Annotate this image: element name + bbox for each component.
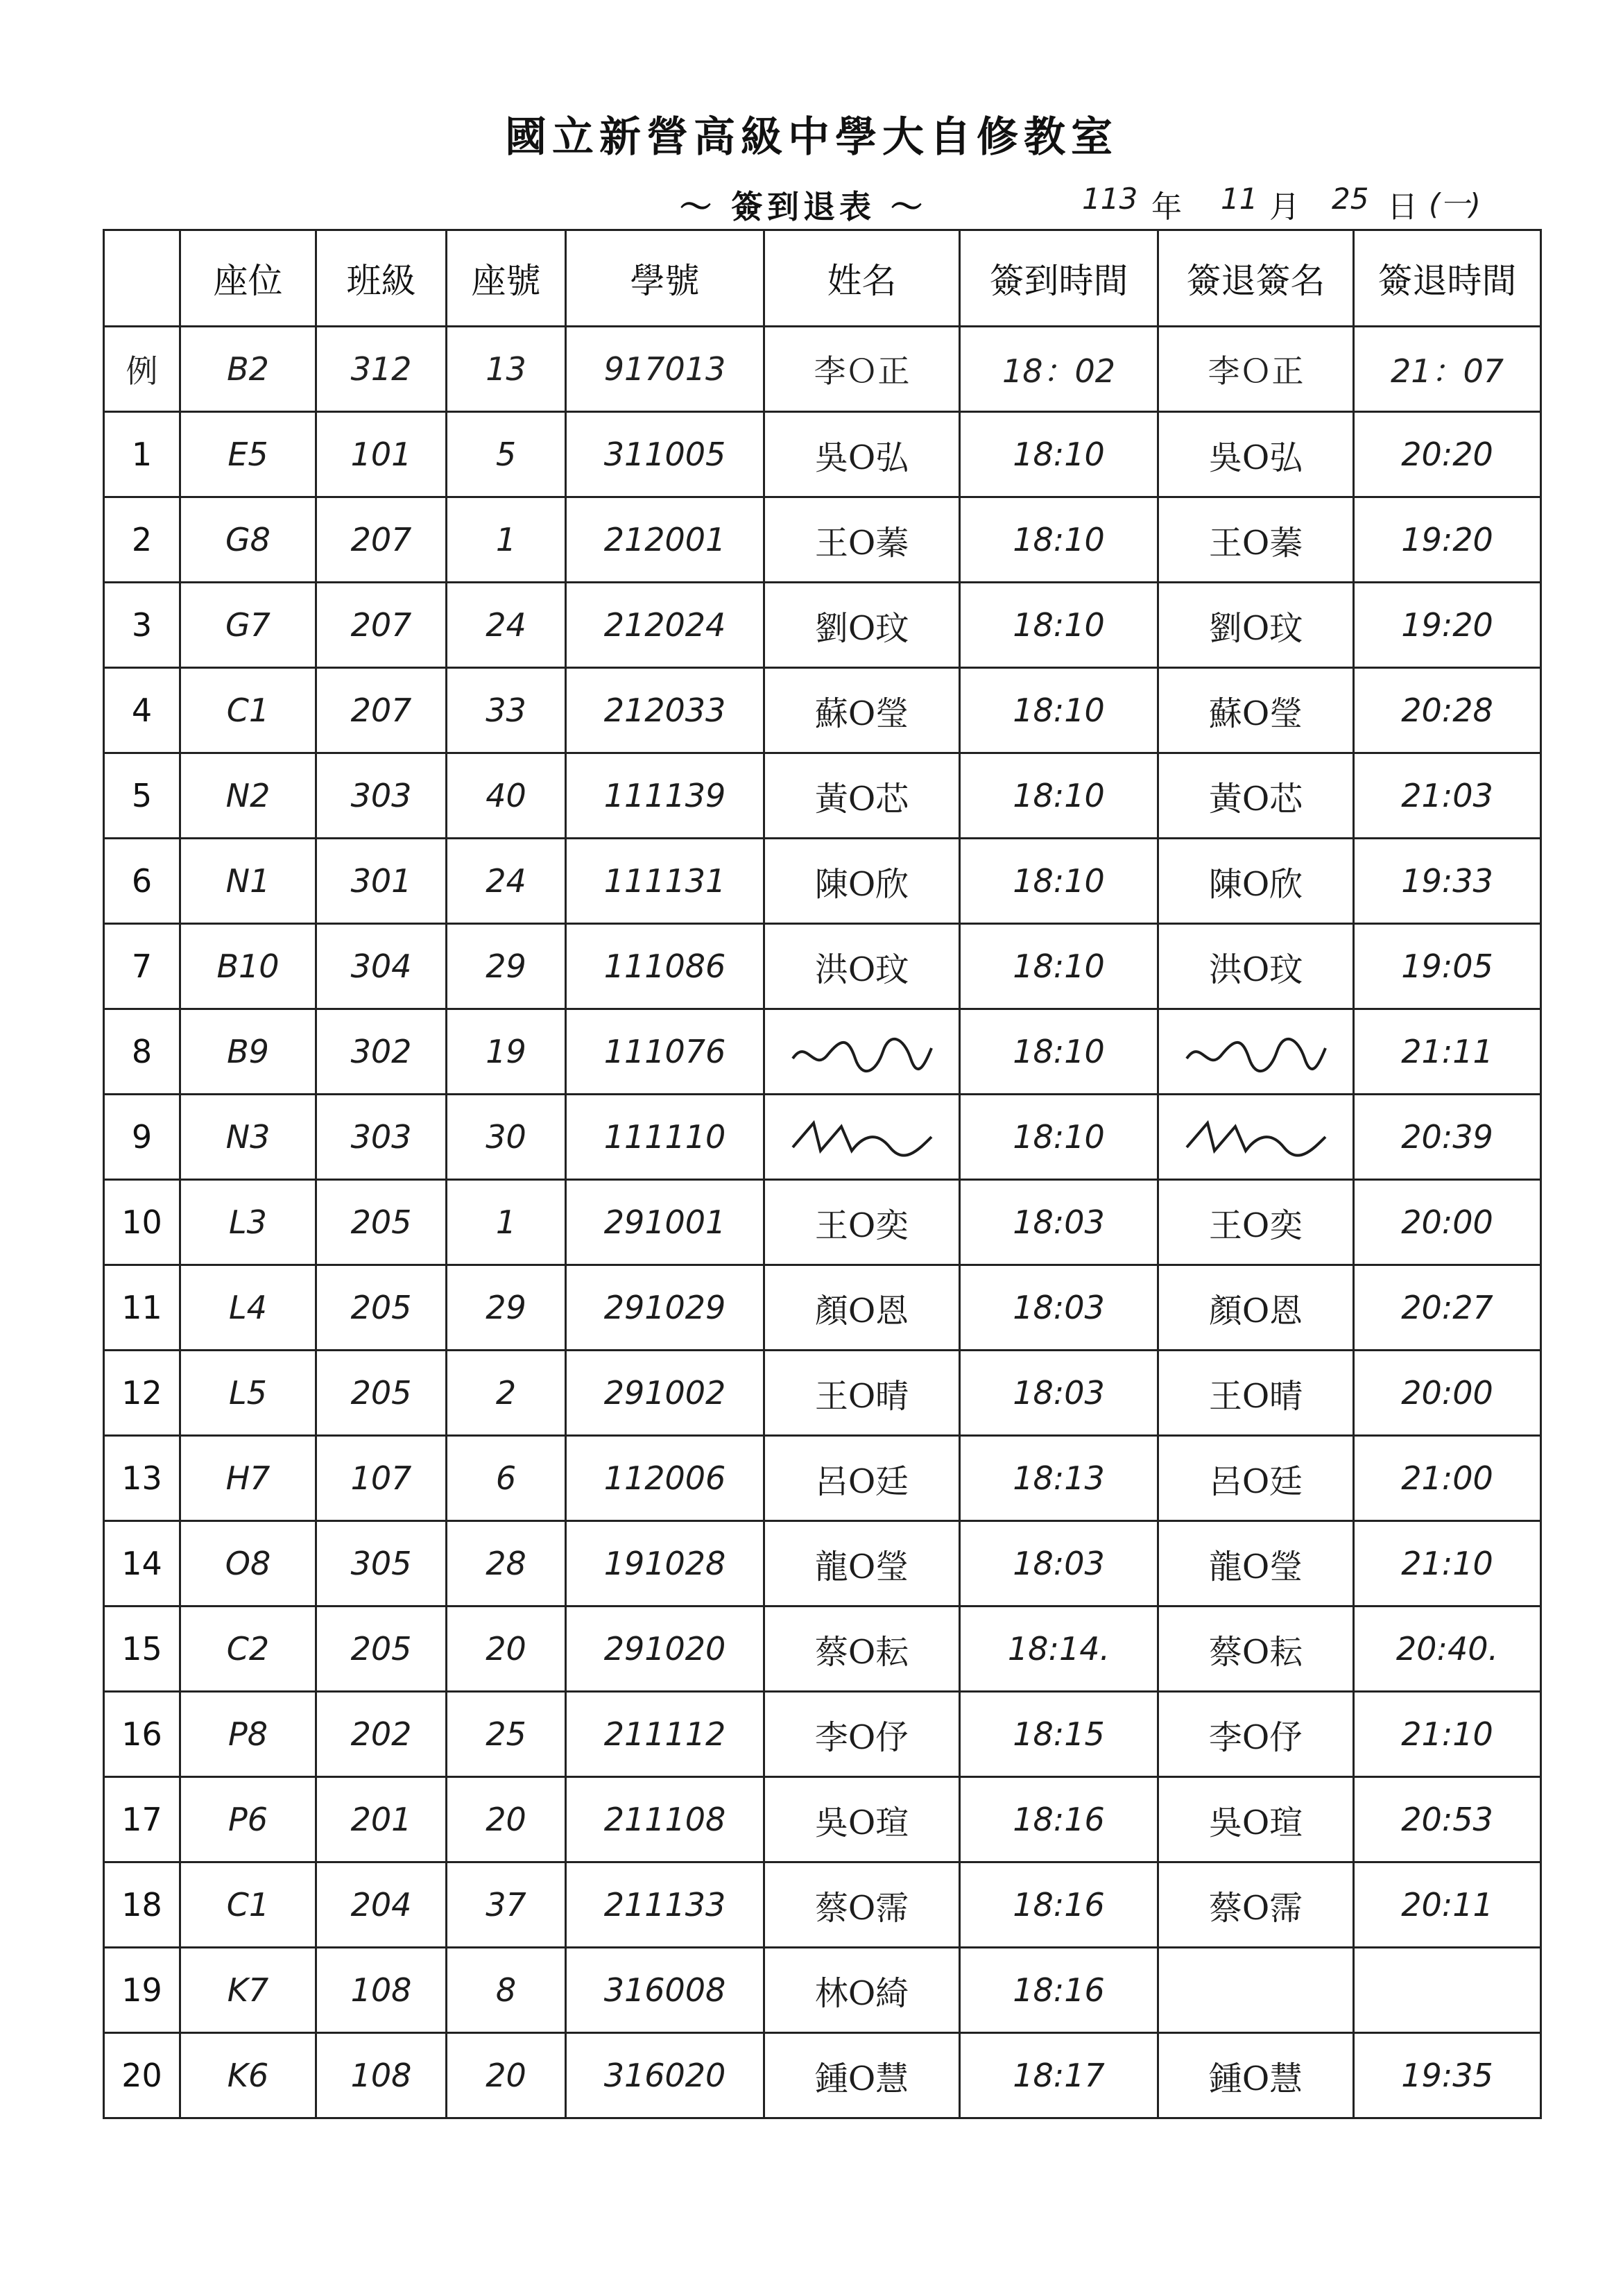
example-student-id: 917013 xyxy=(566,327,764,412)
sign-out-time-cell: 21:00 xyxy=(1354,1436,1541,1521)
sign-in-time-cell: 18:03 xyxy=(960,1351,1158,1436)
student-id-cell: 111139 xyxy=(566,753,764,839)
sign-out-time-cell: 20:40. xyxy=(1354,1607,1541,1692)
class-cell: 303 xyxy=(316,753,447,839)
name-cell: 蔡O耘 xyxy=(764,1607,960,1692)
student-id-cell: 112006 xyxy=(566,1436,764,1521)
row-number: 1 xyxy=(104,412,180,497)
seat-cell: B10 xyxy=(180,924,316,1009)
name-cell: 黃O芯 xyxy=(764,753,960,839)
name-cell: 王O奕 xyxy=(764,1180,960,1265)
name-cell xyxy=(764,1009,960,1095)
row-number: 14 xyxy=(104,1521,180,1607)
name-cell: 李O伃 xyxy=(764,1692,960,1777)
example-seat: B2 xyxy=(180,327,316,412)
table-row xyxy=(104,1607,1541,1692)
row-number: 13 xyxy=(104,1436,180,1521)
sign-in-time-cell: 18:10 xyxy=(960,412,1158,497)
seat-cell: K7 xyxy=(180,1948,316,2033)
example-sign-in-time: 18：02 xyxy=(960,327,1158,412)
name-cell: 洪O玟 xyxy=(764,924,960,1009)
seat-cell: N1 xyxy=(180,839,316,924)
class-cell: 108 xyxy=(316,1948,447,2033)
class-cell: 207 xyxy=(316,583,447,668)
sign-in-time-cell: 18:10 xyxy=(960,668,1158,753)
number-cell: 25 xyxy=(447,1692,566,1777)
class-cell: 303 xyxy=(316,1095,447,1180)
sign-in-time-cell: 18:10 xyxy=(960,1009,1158,1095)
sign-out-signature-cell: 蔡O耘 xyxy=(1158,1607,1354,1692)
name-cell: 吳O瑄 xyxy=(764,1777,960,1862)
number-cell: 40 xyxy=(447,753,566,839)
sign-in-time-cell: 18:10 xyxy=(960,924,1158,1009)
class-cell: 302 xyxy=(316,1009,447,1095)
sign-out-signature-cell: 李O伃 xyxy=(1158,1692,1354,1777)
class-cell: 304 xyxy=(316,924,447,1009)
class-cell: 202 xyxy=(316,1692,447,1777)
number-cell: 6 xyxy=(447,1436,566,1521)
sign-out-time-cell: 19:05 xyxy=(1354,924,1541,1009)
student-id-cell: 211112 xyxy=(566,1692,764,1777)
table-row xyxy=(104,1948,1541,2033)
sign-out-time-cell: 20:00 xyxy=(1354,1351,1541,1436)
sign-out-signature-cell: 龍O瑩 xyxy=(1158,1521,1354,1607)
sign-out-time-cell: 19:20 xyxy=(1354,583,1541,668)
table-row xyxy=(104,1265,1541,1351)
sign-out-time-cell: 20:39 xyxy=(1354,1095,1541,1180)
sign-out-signature-cell: 王O奕 xyxy=(1158,1180,1354,1265)
sign-in-time-cell: 18:10 xyxy=(960,497,1158,583)
col-header-sign-out-time: 簽退時間 xyxy=(1354,230,1541,327)
class-cell: 205 xyxy=(316,1351,447,1436)
student-id-cell: 291029 xyxy=(566,1265,764,1351)
sign-in-time-cell: 18:16 xyxy=(960,1862,1158,1948)
table-row xyxy=(104,1436,1541,1521)
sign-in-time-cell: 18:16 xyxy=(960,1948,1158,2033)
sign-out-time-cell: 21:11 xyxy=(1354,1009,1541,1095)
signature-scribble xyxy=(786,1024,938,1079)
example-number: 13 xyxy=(447,327,566,412)
number-cell: 29 xyxy=(447,924,566,1009)
col-header-class: 班級 xyxy=(316,230,447,327)
number-cell: 29 xyxy=(447,1265,566,1351)
name-cell: 鍾O慧 xyxy=(764,2033,960,2118)
number-cell: 5 xyxy=(447,412,566,497)
sign-in-time-cell: 18:17 xyxy=(960,2033,1158,2118)
sign-out-time-cell: 21:10 xyxy=(1354,1521,1541,1607)
sign-out-signature-cell: 洪O玟 xyxy=(1158,924,1354,1009)
example-label: 例 xyxy=(104,327,180,412)
col-header-seat: 座位 xyxy=(180,230,316,327)
col-header-index xyxy=(104,230,180,327)
sign-out-signature-cell: 劉O玟 xyxy=(1158,583,1354,668)
sign-out-signature-cell: 蘇O瑩 xyxy=(1158,668,1354,753)
seat-cell: P8 xyxy=(180,1692,316,1777)
sign-out-time-cell: 20:00 xyxy=(1354,1180,1541,1265)
row-number: 5 xyxy=(104,753,180,839)
col-header-sign-in-time: 簽到時間 xyxy=(960,230,1158,327)
student-id-cell: 311005 xyxy=(566,412,764,497)
sign-out-time-cell: 20:53 xyxy=(1354,1777,1541,1862)
name-cell: 蘇O瑩 xyxy=(764,668,960,753)
date-year: 113 xyxy=(1082,182,1138,216)
name-cell: 王O蓁 xyxy=(764,497,960,583)
table-row xyxy=(104,1521,1541,1607)
table-row xyxy=(104,668,1541,753)
seat-cell: C2 xyxy=(180,1607,316,1692)
number-cell: 24 xyxy=(447,839,566,924)
row-number: 12 xyxy=(104,1351,180,1436)
class-cell: 205 xyxy=(316,1265,447,1351)
seat-cell: N2 xyxy=(180,753,316,839)
sign-in-time-cell: 18:16 xyxy=(960,1777,1158,1862)
number-cell: 2 xyxy=(447,1351,566,1436)
col-header-number: 座號 xyxy=(447,230,566,327)
date-day: 25 xyxy=(1332,182,1369,216)
page-title: 國立新營高級中學大自修教室 xyxy=(505,113,1118,162)
row-number: 10 xyxy=(104,1180,180,1265)
table-row xyxy=(104,1777,1541,1862)
signature-scribble xyxy=(1180,1109,1332,1165)
table-row xyxy=(104,2033,1541,2118)
seat-cell: P6 xyxy=(180,1777,316,1862)
class-cell: 101 xyxy=(316,412,447,497)
row-number: 8 xyxy=(104,1009,180,1095)
name-cell: 林O綺 xyxy=(764,1948,960,2033)
sign-out-signature-cell xyxy=(1158,1095,1354,1180)
sign-out-signature-cell xyxy=(1158,1009,1354,1095)
class-cell: 301 xyxy=(316,839,447,924)
sign-out-signature-cell: 陳O欣 xyxy=(1158,839,1354,924)
sign-out-time-cell: 20:27 xyxy=(1354,1265,1541,1351)
sign-out-time-cell: 20:20 xyxy=(1354,412,1541,497)
example-class: 312 xyxy=(316,327,447,412)
row-number: 2 xyxy=(104,497,180,583)
name-cell: 劉O玟 xyxy=(764,583,960,668)
signature-scribble xyxy=(786,1109,938,1165)
student-id-cell: 111086 xyxy=(566,924,764,1009)
seat-cell: L3 xyxy=(180,1180,316,1265)
seat-cell: O8 xyxy=(180,1521,316,1607)
table-row xyxy=(104,1095,1541,1180)
number-cell: 28 xyxy=(447,1521,566,1607)
row-number: 4 xyxy=(104,668,180,753)
number-cell: 20 xyxy=(447,1777,566,1862)
class-cell: 204 xyxy=(316,1862,447,1948)
sign-in-time-cell: 18:10 xyxy=(960,583,1158,668)
name-cell: 陳O欣 xyxy=(764,839,960,924)
row-number: 17 xyxy=(104,1777,180,1862)
number-cell: 20 xyxy=(447,1607,566,1692)
student-id-cell: 291002 xyxy=(566,1351,764,1436)
number-cell: 1 xyxy=(447,1180,566,1265)
date-line xyxy=(1082,182,1540,230)
student-id-cell: 191028 xyxy=(566,1521,764,1607)
class-cell: 107 xyxy=(316,1436,447,1521)
sign-out-signature-cell: 鍾O慧 xyxy=(1158,2033,1354,2118)
seat-cell: K6 xyxy=(180,2033,316,2118)
sign-out-signature-cell: 黃O芯 xyxy=(1158,753,1354,839)
student-id-cell: 316008 xyxy=(566,1948,764,2033)
seat-cell: L4 xyxy=(180,1265,316,1351)
col-header-name: 姓名 xyxy=(764,230,960,327)
sign-out-time-cell: 20:28 xyxy=(1354,668,1541,753)
number-cell: 19 xyxy=(447,1009,566,1095)
table-row xyxy=(104,1692,1541,1777)
name-cell: 吳O弘 xyxy=(764,412,960,497)
student-id-cell: 316020 xyxy=(566,2033,764,2118)
name-cell: 王O晴 xyxy=(764,1351,960,1436)
example-sign-out-time: 21：07 xyxy=(1354,327,1541,412)
row-number: 20 xyxy=(104,2033,180,2118)
row-number: 15 xyxy=(104,1607,180,1692)
student-id-cell: 111110 xyxy=(566,1095,764,1180)
table-row xyxy=(104,497,1541,583)
date-weekday: (一) xyxy=(1429,187,1481,221)
class-cell: 108 xyxy=(316,2033,447,2118)
sign-out-time-cell: 19:33 xyxy=(1354,839,1541,924)
example-row xyxy=(104,327,1541,412)
student-id-cell: 211108 xyxy=(566,1777,764,1862)
seat-cell: B9 xyxy=(180,1009,316,1095)
class-cell: 305 xyxy=(316,1521,447,1607)
number-cell: 20 xyxy=(447,2033,566,2118)
number-cell: 37 xyxy=(447,1862,566,1948)
sign-out-time-cell: 19:20 xyxy=(1354,497,1541,583)
sign-out-signature-cell: 吳O弘 xyxy=(1158,412,1354,497)
sign-out-time-cell: 21:10 xyxy=(1354,1692,1541,1777)
name-cell xyxy=(764,1095,960,1180)
sign-out-signature-cell: 蔡O霈 xyxy=(1158,1862,1354,1948)
sign-out-signature-cell: 顏O恩 xyxy=(1158,1265,1354,1351)
table-row xyxy=(104,753,1541,839)
class-cell: 207 xyxy=(316,497,447,583)
number-cell: 1 xyxy=(447,497,566,583)
row-number: 16 xyxy=(104,1692,180,1777)
row-number: 6 xyxy=(104,839,180,924)
row-number: 11 xyxy=(104,1265,180,1351)
example-sign-out-signature: 李Ｏ正 xyxy=(1158,327,1354,412)
row-number: 9 xyxy=(104,1095,180,1180)
sign-in-out-table xyxy=(103,229,1542,2119)
sign-in-time-cell: 18:10 xyxy=(960,1095,1158,1180)
number-cell: 30 xyxy=(447,1095,566,1180)
class-cell: 201 xyxy=(316,1777,447,1862)
table-row xyxy=(104,1180,1541,1265)
table-row xyxy=(104,412,1541,497)
sign-in-time-cell: 18:03 xyxy=(960,1265,1158,1351)
example-name: 李Ｏ正 xyxy=(764,327,960,412)
sign-out-time-cell: 19:35 xyxy=(1354,2033,1541,2118)
sign-in-time-cell: 18:14. xyxy=(960,1607,1158,1692)
sign-out-signature-cell xyxy=(1158,1948,1354,2033)
table-row xyxy=(104,1862,1541,1948)
col-header-student-id: 學號 xyxy=(566,230,764,327)
student-id-cell: 111076 xyxy=(566,1009,764,1095)
student-id-cell: 212001 xyxy=(566,497,764,583)
sign-in-time-cell: 18:13 xyxy=(960,1436,1158,1521)
number-cell: 8 xyxy=(447,1948,566,2033)
name-cell: 龍O瑩 xyxy=(764,1521,960,1607)
date-day-unit: 日 xyxy=(1387,189,1418,225)
sign-out-signature-cell: 吳O瑄 xyxy=(1158,1777,1354,1862)
sign-in-time-cell: 18:10 xyxy=(960,839,1158,924)
number-cell: 33 xyxy=(447,668,566,753)
sign-out-signature-cell: 呂O廷 xyxy=(1158,1436,1354,1521)
sign-out-time-cell: 21:03 xyxy=(1354,753,1541,839)
seat-cell: C1 xyxy=(180,1862,316,1948)
name-cell: 呂O廷 xyxy=(764,1436,960,1521)
student-id-cell: 291001 xyxy=(566,1180,764,1265)
student-id-cell: 212024 xyxy=(566,583,764,668)
sign-in-time-cell: 18:15 xyxy=(960,1692,1158,1777)
form-subtitle: ～ 簽到退表 ～ xyxy=(680,188,927,225)
student-id-cell: 111131 xyxy=(566,839,764,924)
name-cell: 蔡O霈 xyxy=(764,1862,960,1948)
seat-cell: N3 xyxy=(180,1095,316,1180)
class-cell: 205 xyxy=(316,1607,447,1692)
student-id-cell: 211133 xyxy=(566,1862,764,1948)
col-header-sign-out-signature: 簽退簽名 xyxy=(1158,230,1354,327)
sign-out-signature-cell: 王O晴 xyxy=(1158,1351,1354,1436)
table-row xyxy=(104,924,1541,1009)
seat-cell: H7 xyxy=(180,1436,316,1521)
seat-cell: G7 xyxy=(180,583,316,668)
sign-out-time-cell: 20:11 xyxy=(1354,1862,1541,1948)
date-month: 11 xyxy=(1221,182,1258,216)
sign-in-time-cell: 18:10 xyxy=(960,753,1158,839)
date-month-unit: 月 xyxy=(1269,189,1300,225)
row-number: 18 xyxy=(104,1862,180,1948)
sign-in-time-cell: 18:03 xyxy=(960,1521,1158,1607)
sign-out-time-cell xyxy=(1354,1948,1541,2033)
seat-cell: E5 xyxy=(180,412,316,497)
number-cell: 24 xyxy=(447,583,566,668)
row-number: 7 xyxy=(104,924,180,1009)
table-row xyxy=(104,1009,1541,1095)
row-number: 19 xyxy=(104,1948,180,2033)
row-number: 3 xyxy=(104,583,180,668)
signature-scribble xyxy=(1180,1024,1332,1079)
class-cell: 207 xyxy=(316,668,447,753)
table-row xyxy=(104,1351,1541,1436)
sign-in-time-cell: 18:03 xyxy=(960,1180,1158,1265)
date-year-unit: 年 xyxy=(1151,189,1182,225)
sign-out-signature-cell: 王O蓁 xyxy=(1158,497,1354,583)
student-id-cell: 291020 xyxy=(566,1607,764,1692)
seat-cell: L5 xyxy=(180,1351,316,1436)
class-cell: 205 xyxy=(316,1180,447,1265)
student-id-cell: 212033 xyxy=(566,668,764,753)
seat-cell: G8 xyxy=(180,497,316,583)
table-row xyxy=(104,839,1541,924)
header-row xyxy=(104,230,1541,327)
seat-cell: C1 xyxy=(180,668,316,753)
table-row xyxy=(104,583,1541,668)
name-cell: 顏O恩 xyxy=(764,1265,960,1351)
